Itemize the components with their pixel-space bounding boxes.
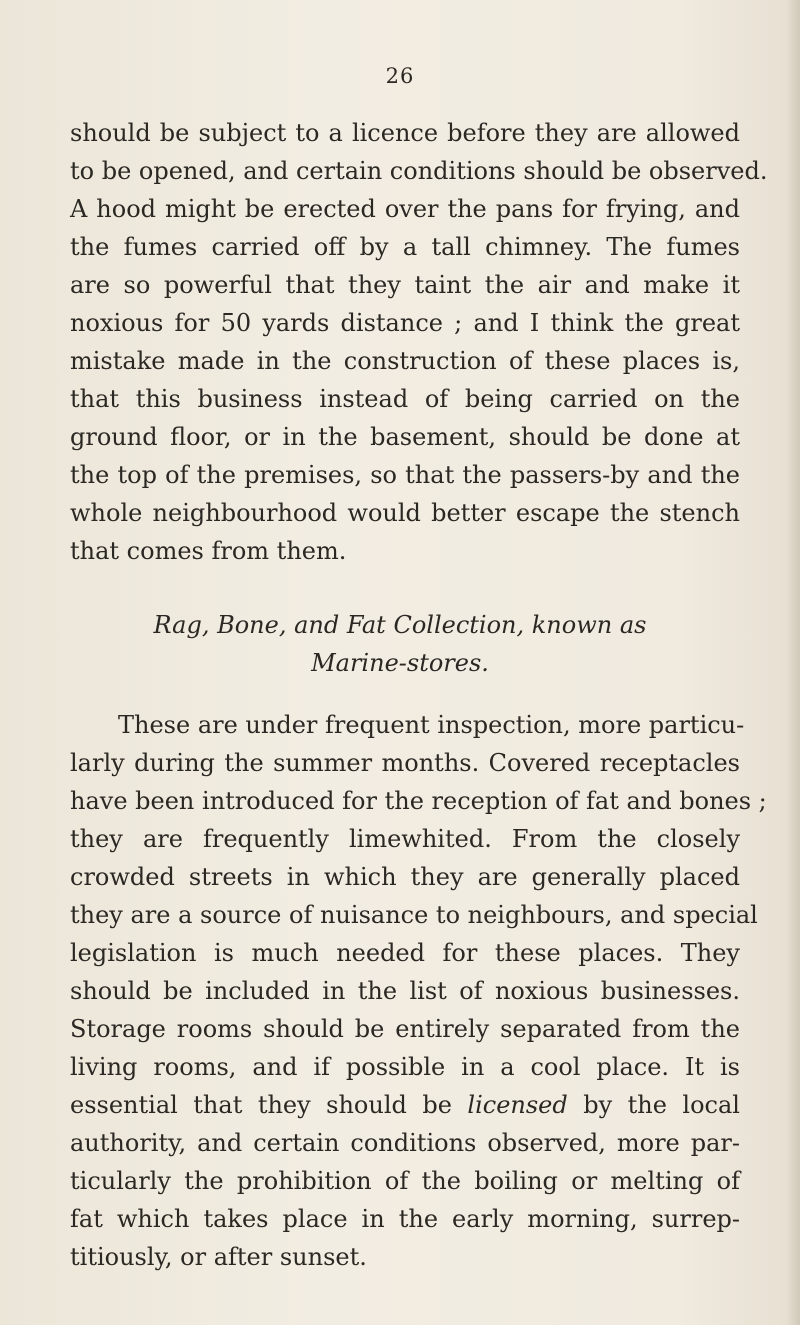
text-line: should be subject to a licence before they are allowed [70, 119, 740, 147]
text-line: larly during the summer months. Covered receptacles [70, 749, 740, 777]
text-line: These are under frequent inspection, more particu- [118, 711, 745, 739]
text-line: authority, and certain conditions observed, more par- [70, 1129, 740, 1157]
text-line: mistake made in the construction of these places is, [70, 347, 740, 375]
italic-emphasis: licensed [467, 1091, 568, 1119]
text-line: that comes from them. [70, 537, 347, 565]
section-heading-line-2: Marine-stores. [311, 649, 489, 677]
text-line: A hood might be erected over the pans for frying, and [70, 195, 740, 223]
text-line: ground floor, or in the basement, should be done at [70, 423, 740, 451]
text-segment: essential that they should be [70, 1091, 452, 1119]
page-number: 26 [385, 64, 415, 88]
text-line: the top of the premises, so that the passers-by and the [70, 461, 740, 489]
text-segment: by the local [583, 1091, 740, 1119]
text-line: legislation is much needed for these places. They [70, 939, 740, 967]
text-line-licensed [70, 1086, 740, 1124]
text-line: Storage rooms should be entirely separated from the [70, 1015, 740, 1043]
text-line: have been introduced for the reception of fat and bones ; [70, 787, 767, 815]
section-heading-line-1: Rag, Bone, and Fat Collection, known as [153, 611, 647, 639]
text-line: fat which takes place in the early morning, surrep- [70, 1205, 740, 1233]
text-line: crowded streets in which they are generally placed [70, 863, 740, 891]
text-line: noxious for 50 yards distance ; and I think the great [70, 309, 740, 337]
text-line: whole neighbourhood would better escape the stench [70, 499, 740, 527]
text-line: ticularly the prohibition of the boiling or melting of [70, 1167, 740, 1195]
text-line: the fumes carried off by a tall chimney. The fumes [70, 233, 740, 261]
text-line: titiously, or after sunset. [70, 1243, 367, 1271]
text-line: they are a source of nuisance to neighbours, and special [70, 901, 758, 929]
text-line: that this business instead of being carried on the [70, 385, 740, 413]
text-line: living rooms, and if possible in a cool place. It is [70, 1053, 740, 1081]
text-line: should be included in the list of noxious businesses. [70, 977, 740, 1005]
text-line: are so powerful that they taint the air and make it [70, 271, 740, 299]
text-line: to be opened, and certain conditions should be observed. [70, 157, 768, 185]
text-line: they are frequently limewhited. From the closely [70, 825, 740, 853]
